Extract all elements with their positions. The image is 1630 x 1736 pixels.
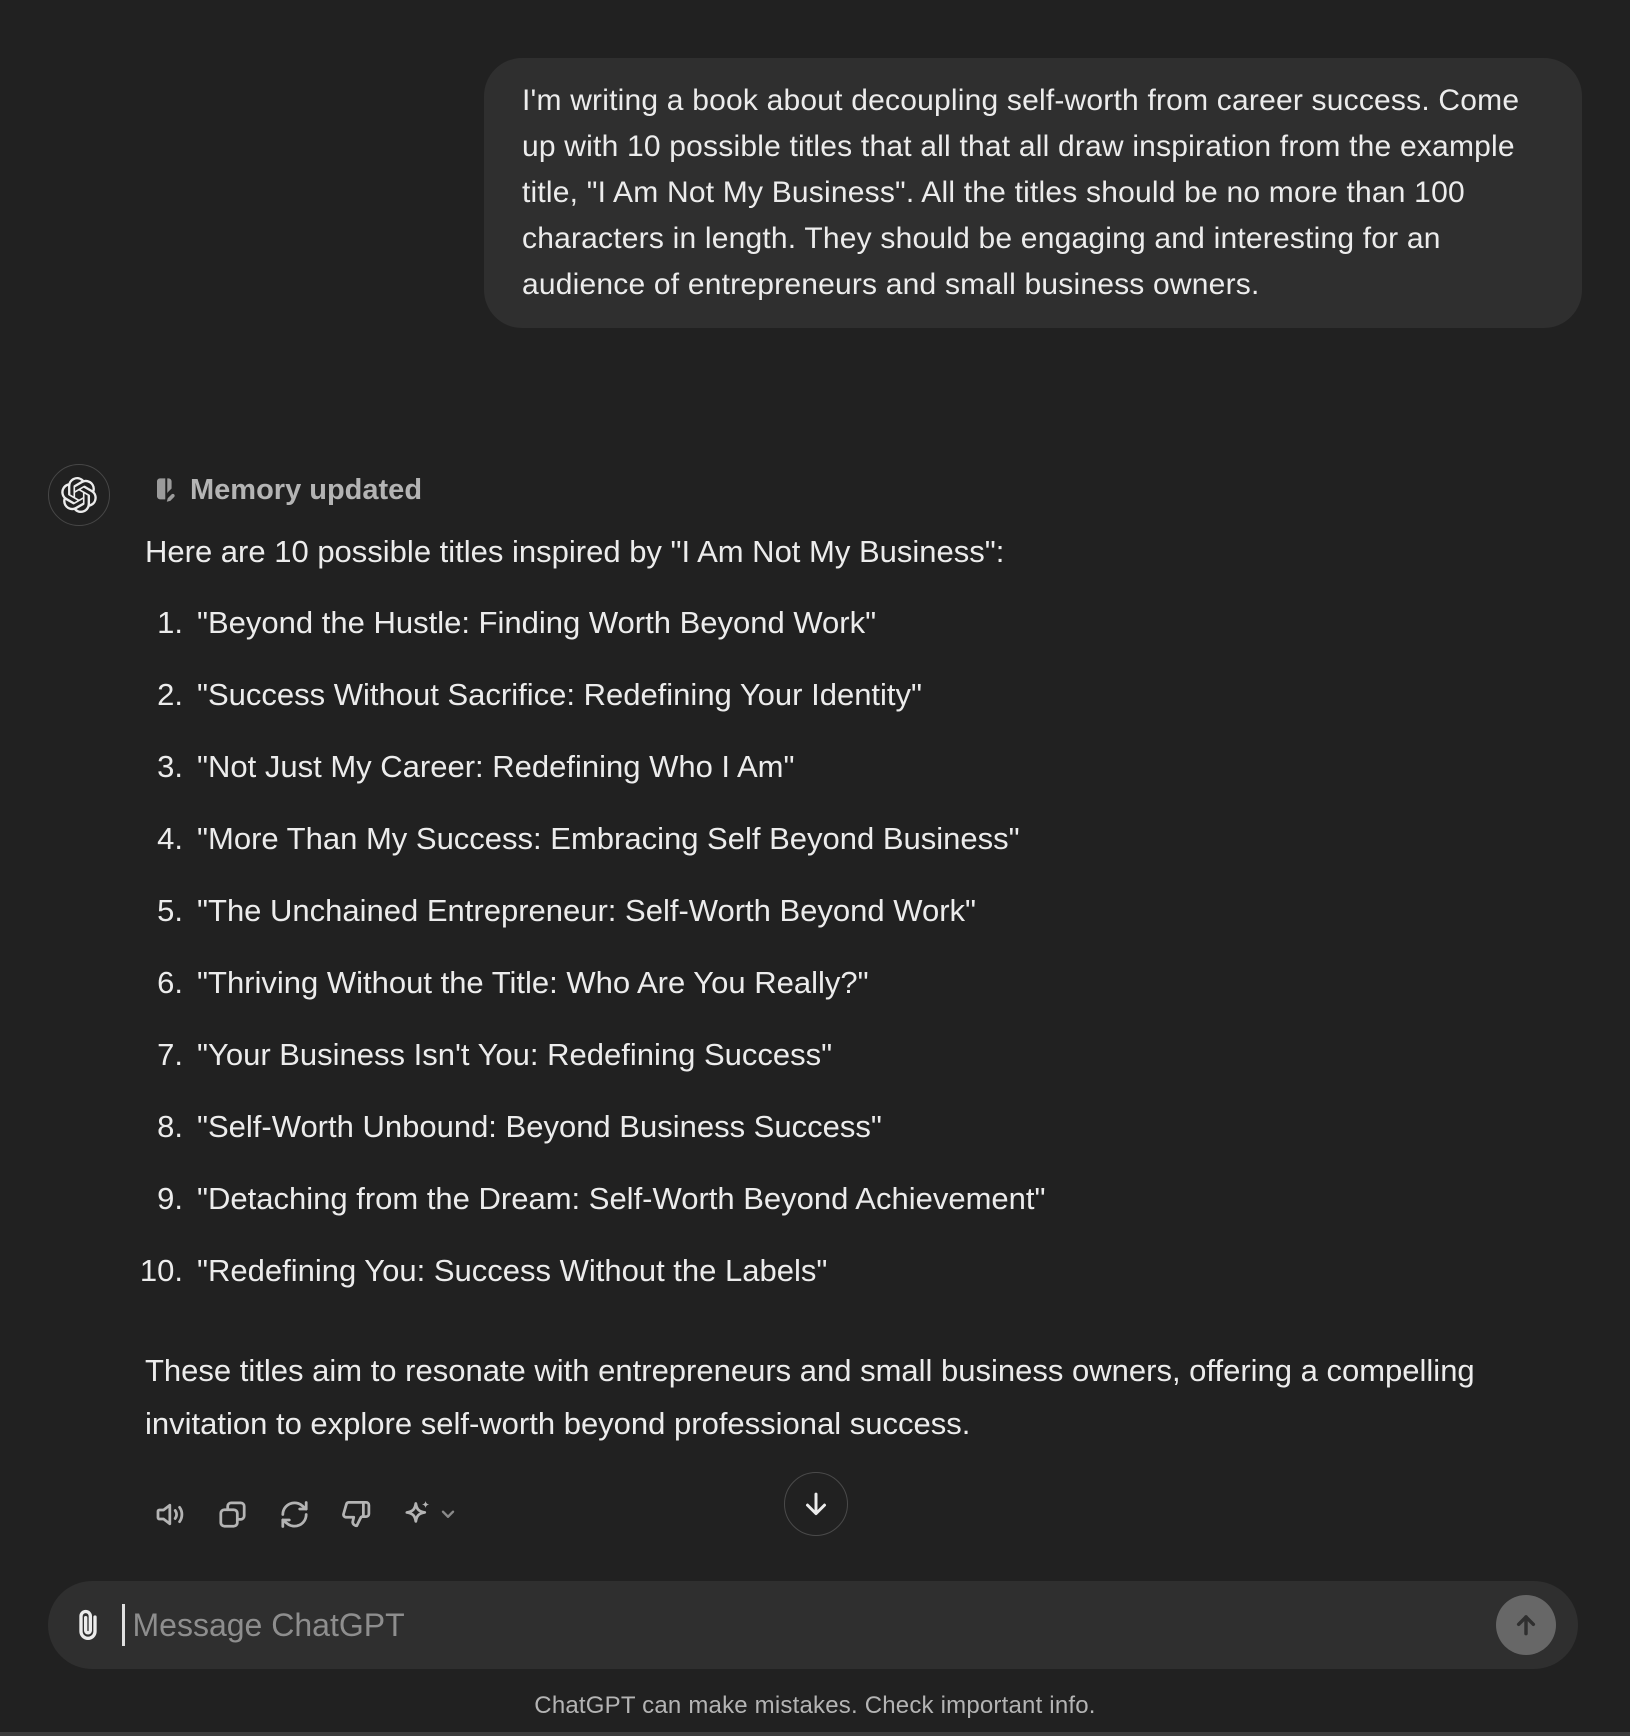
user-message-bubble: I'm writing a book about decoupling self-worth from career success. Come up with 10 possible titles that all that all draw inspiration from the example title, "I Am Not My Business". All the titles should be no more than 100 characters in length. They should be engaging and interesting for an audience of entrepreneurs and small business owners.	[484, 58, 1582, 328]
memory-updated-label: Memory updated	[190, 473, 423, 506]
paperclip-icon	[68, 1605, 108, 1645]
title-list-item: "More Than My Success: Embracing Self Beyond Business"	[197, 821, 1020, 856]
message-input[interactable]	[133, 1607, 1579, 1644]
thumbs-down-button[interactable]	[334, 1492, 378, 1536]
attach-file-button[interactable]	[64, 1601, 112, 1649]
speaker-icon	[154, 1498, 187, 1531]
send-button[interactable]	[1496, 1595, 1556, 1655]
arrow-up-icon	[1510, 1609, 1542, 1641]
titles-list	[145, 597, 1046, 1317]
assistant-avatar	[48, 464, 110, 526]
title-list-item: "Not Just My Career: Redefining Who I Am"	[197, 749, 795, 784]
copy-button[interactable]	[210, 1492, 254, 1536]
title-list-item: "Detaching from the Dream: Self-Worth Beyond Achievement"	[197, 1181, 1046, 1216]
memory-book-pencil-icon	[150, 476, 178, 504]
regenerate-button[interactable]	[272, 1492, 316, 1536]
window-bottom-edge	[0, 1732, 1630, 1736]
chevron-down-icon	[437, 1503, 459, 1525]
text-cursor	[122, 1604, 125, 1646]
title-list-item: "Thriving Without the Title: Who Are You Really?"	[197, 965, 869, 1000]
title-list-item: "Your Business Isn't You: Redefining Success"	[197, 1037, 833, 1072]
openai-logo-icon	[61, 477, 97, 513]
title-list-item: "The Unchained Entrepreneur: Self-Worth Beyond Work"	[197, 893, 977, 928]
message-actions	[148, 1492, 462, 1536]
arrow-down-icon	[799, 1487, 833, 1521]
thumbs-down-icon	[340, 1498, 373, 1531]
assistant-outro-text: These titles aim to resonate with entrepreneurs and small business owners, offering a compelling invitation to explore self-worth beyond professional success.	[145, 1353, 1475, 1441]
copy-icon	[216, 1498, 249, 1531]
read-aloud-button[interactable]	[148, 1492, 192, 1536]
title-list-item: "Beyond the Hustle: Finding Worth Beyond Work"	[197, 605, 877, 640]
scroll-to-bottom-button[interactable]	[784, 1472, 848, 1536]
composer-bar[interactable]	[48, 1581, 1578, 1669]
title-list-item: "Self-Worth Unbound: Beyond Business Success"	[197, 1109, 882, 1144]
title-list-item: "Success Without Sacrifice: Redefining Your Identity"	[197, 677, 923, 712]
memory-updated-badge[interactable]	[150, 473, 422, 507]
title-list-item: "Redefining You: Success Without the Labels"	[197, 1253, 828, 1288]
model-switch-button[interactable]	[396, 1492, 462, 1536]
regenerate-icon	[278, 1498, 311, 1531]
disclaimer-text: ChatGPT can make mistakes. Check important info.	[534, 1692, 1096, 1719]
assistant-intro-text: Here are 10 possible titles inspired by "I Am Not My Business":	[145, 534, 1005, 569]
sparkle-icon	[400, 1498, 433, 1531]
